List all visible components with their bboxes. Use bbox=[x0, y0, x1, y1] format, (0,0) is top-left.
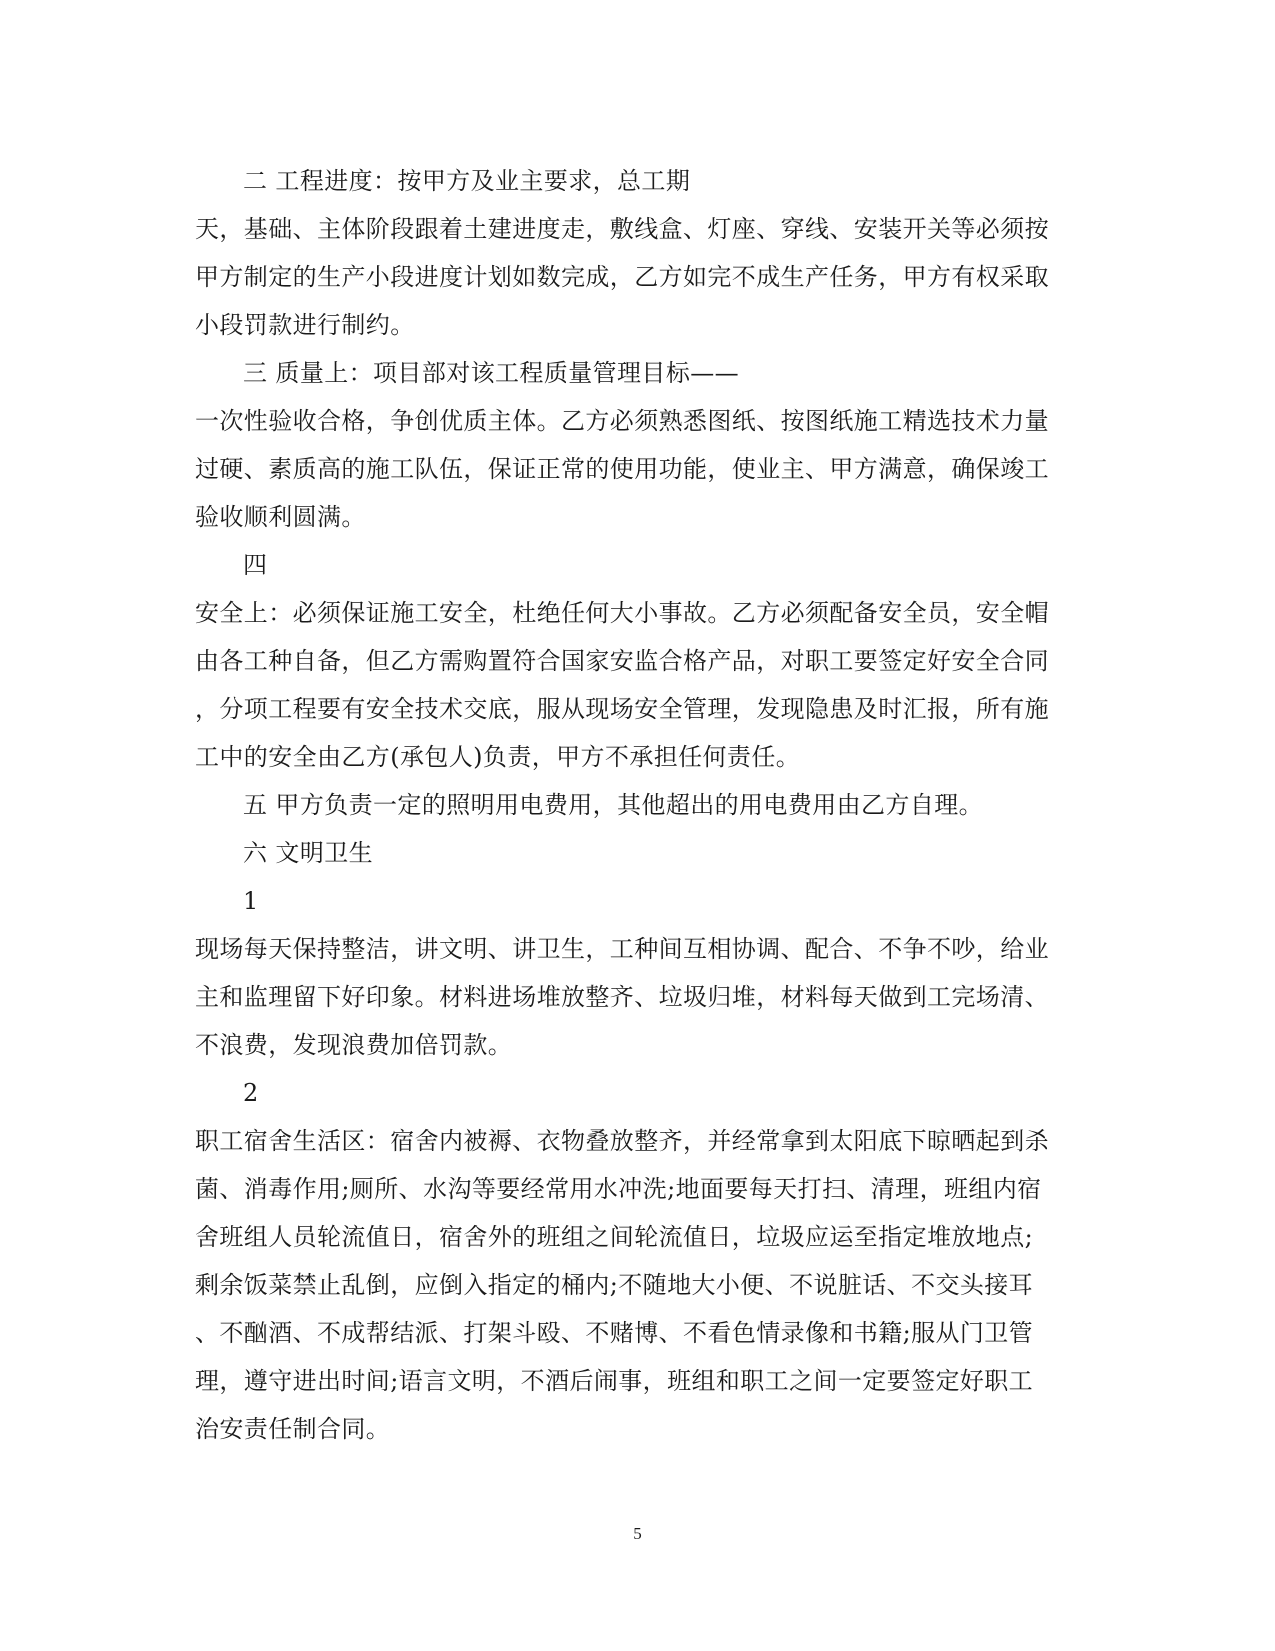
paragraph-schedule bbox=[195, 157, 1075, 349]
paragraph-line: 二 工程进度：按甲方及业主要求，总工期 bbox=[243, 167, 691, 195]
paragraph-line: 现场每天保持整洁，讲文明、讲卫生，工种间互相协调、配合、不争不吵，给业 bbox=[195, 935, 1049, 963]
paragraph-line: 四 bbox=[243, 551, 268, 579]
paragraph-line: 治安责任制合同。 bbox=[195, 1415, 391, 1443]
paragraph-line: 过硬、素质高的施工队伍，保证正常的使用功能，使业主、甲方满意，确保竣工 bbox=[195, 455, 1049, 483]
paragraph-line: 天，基础、主体阶段跟着土建进度走，敷线盒、灯座、穿线、安装开关等必须按 bbox=[195, 215, 1049, 243]
paragraph-electricity bbox=[195, 781, 1075, 829]
paragraph-line: 验收顺利圆满。 bbox=[195, 503, 366, 531]
paragraph-safety bbox=[195, 541, 1075, 781]
page-number: 5 bbox=[633, 1524, 642, 1543]
paragraph-line: 主和监理留下好印象。材料进场堆放整齐、垃圾归堆，材料每天做到工完场清、 bbox=[195, 983, 1049, 1011]
paragraph-dormitory bbox=[195, 1069, 1075, 1453]
paragraph-line: 六 文明卫生 bbox=[243, 839, 374, 867]
paragraph-line: 剩余饭菜禁止乱倒，应倒入指定的桶内;不随地大小便、不说脏话、不交头接耳 bbox=[195, 1271, 1034, 1299]
paragraph-line: 理，遵守进出时间;语言文明，不酒后闹事，班组和职工之间一定要签定好职工 bbox=[195, 1367, 1034, 1395]
document-body bbox=[195, 157, 1075, 1453]
paragraph-line: 菌、消毒作用;厕所、水沟等要经常用水冲洗;地面要每天打扫、清理，班组内宿 bbox=[195, 1175, 1042, 1203]
paragraph-site-cleanliness bbox=[195, 877, 1075, 1069]
paragraph-line: 五 甲方负责一定的照明用电费用，其他超出的用电费用由乙方自理。 bbox=[243, 791, 984, 819]
paragraph-line: 不浪费，发现浪费加倍罚款。 bbox=[195, 1031, 513, 1059]
paragraph-line: 三 质量上：项目部对该工程质量管理目标—— bbox=[243, 359, 740, 387]
paragraph-line: 一次性验收合格，争创优质主体。乙方必须熟悉图纸、按图纸施工精选技术力量 bbox=[195, 407, 1049, 435]
paragraph-quality bbox=[195, 349, 1075, 541]
paragraph-line: 由各工种自备，但乙方需购置符合国家安监合格产品，对职工要签定好安全合同 bbox=[195, 647, 1049, 675]
paragraph-line: 2 bbox=[243, 1079, 259, 1107]
paragraph-line: 1 bbox=[243, 887, 259, 915]
paragraph-line: 、不酗酒、不成帮结派、打架斗殴、不赌博、不看色情录像和书籍;服从门卫管 bbox=[195, 1319, 1034, 1347]
paragraph-line: 小段罚款进行制约。 bbox=[195, 311, 415, 339]
paragraph-line: ，分项工程要有安全技术交底，服从现场安全管理，发现隐患及时汇报，所有施 bbox=[195, 695, 1049, 723]
paragraph-line: 舍班组人员轮流值日，宿舍外的班组之间轮流值日，垃圾应运至指定堆放地点; bbox=[195, 1223, 1034, 1251]
paragraph-line: 职工宿舍生活区：宿舍内被褥、衣物叠放整齐，并经常拿到太阳底下晾晒起到杀 bbox=[195, 1127, 1049, 1155]
paragraph-line: 工中的安全由乙方(承包人)负责，甲方不承担任何责任。 bbox=[195, 743, 801, 771]
paragraph-civilization-heading bbox=[195, 829, 1075, 877]
paragraph-line: 甲方制定的生产小段进度计划如数完成，乙方如完不成生产任务，甲方有权采取 bbox=[195, 263, 1049, 291]
paragraph-line: 安全上：必须保证施工安全，杜绝任何大小事故。乙方必须配备安全员，安全帽 bbox=[195, 599, 1049, 627]
